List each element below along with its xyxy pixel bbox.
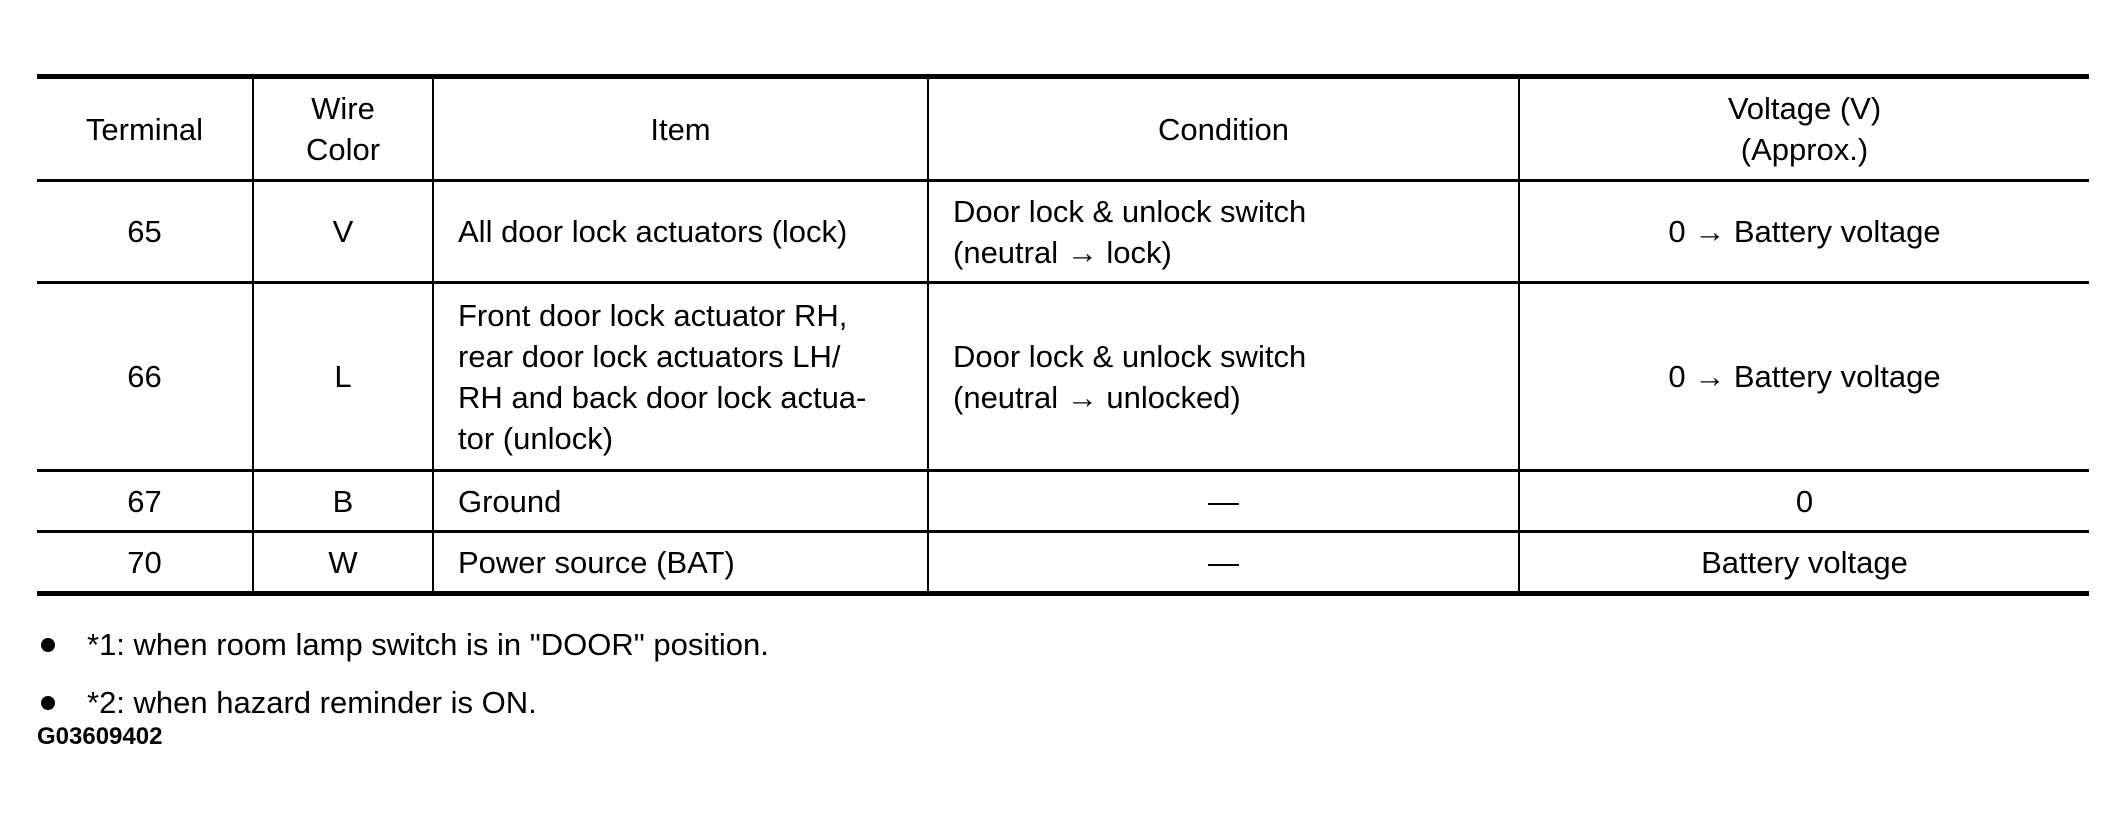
cell-item: Ground: [433, 471, 928, 532]
cell-condition-line: Door lock & unlock switch: [953, 338, 1307, 374]
header-terminal: Terminal: [37, 77, 253, 181]
cell-item-line: rear door lock actuators LH/: [458, 338, 841, 374]
terminal-table-container: [37, 74, 2089, 596]
cell-item: Power source (BAT): [433, 532, 928, 594]
cell-voltage: 0: [1519, 471, 2089, 532]
cell-wire-color: W: [253, 532, 433, 594]
cell-terminal: 70: [37, 532, 253, 594]
table-header-row: [37, 77, 2089, 181]
header-voltage-line1: Voltage (V): [1727, 91, 1882, 126]
bullet-icon: [41, 638, 55, 652]
cell-condition: —: [928, 532, 1519, 594]
cell-terminal: 65: [37, 181, 253, 283]
cell-voltage: 0 → Battery voltage: [1519, 181, 2089, 283]
terminal-voltage-table: [37, 74, 2089, 596]
cell-item-line: RH and back door lock actua-: [458, 379, 867, 415]
cell-item: [433, 283, 928, 471]
cell-wire-color: B: [253, 471, 433, 532]
header-voltage: [1519, 77, 2089, 181]
cell-condition-line: (neutral → unlocked): [953, 379, 1241, 415]
cell-wire-color: V: [253, 181, 433, 283]
footnote-text: *1: when room lamp switch is in "DOOR" position.: [87, 627, 769, 662]
bullet-icon: [41, 696, 55, 710]
cell-item-line: Front door lock actuator RH,: [458, 297, 848, 333]
figure-id: G03609402: [37, 723, 163, 750]
header-wire-color-line2: Color: [305, 132, 381, 167]
header-condition: Condition: [928, 77, 1519, 181]
table-row: [37, 532, 2089, 594]
cell-condition-line: Door lock & unlock switch: [953, 193, 1307, 229]
cell-voltage: 0 → Battery voltage: [1519, 283, 2089, 471]
footnote-item: [37, 616, 769, 674]
cell-condition-line: (neutral → lock): [953, 234, 1172, 270]
cell-item-line: tor (unlock): [458, 420, 614, 456]
header-item: Item: [433, 77, 928, 181]
cell-item: [433, 181, 928, 283]
cell-voltage: Battery voltage: [1519, 532, 2089, 594]
cell-item-line: All door lock actuators (lock): [458, 214, 848, 249]
footnote-text: *2: when hazard reminder is ON.: [87, 685, 537, 720]
header-wire-color: [253, 77, 433, 181]
cell-terminal: 66: [37, 283, 253, 471]
table-row: [37, 283, 2089, 471]
cell-condition: —: [928, 471, 1519, 532]
cell-condition: [928, 283, 1519, 471]
cell-condition: [928, 181, 1519, 283]
table-row: [37, 471, 2089, 532]
cell-wire-color: L: [253, 283, 433, 471]
header-voltage-line2: (Approx.): [1740, 132, 1869, 167]
footnotes: [37, 616, 769, 732]
header-wire-color-line1: Wire: [311, 91, 375, 126]
cell-terminal: 67: [37, 471, 253, 532]
table-row: [37, 181, 2089, 283]
